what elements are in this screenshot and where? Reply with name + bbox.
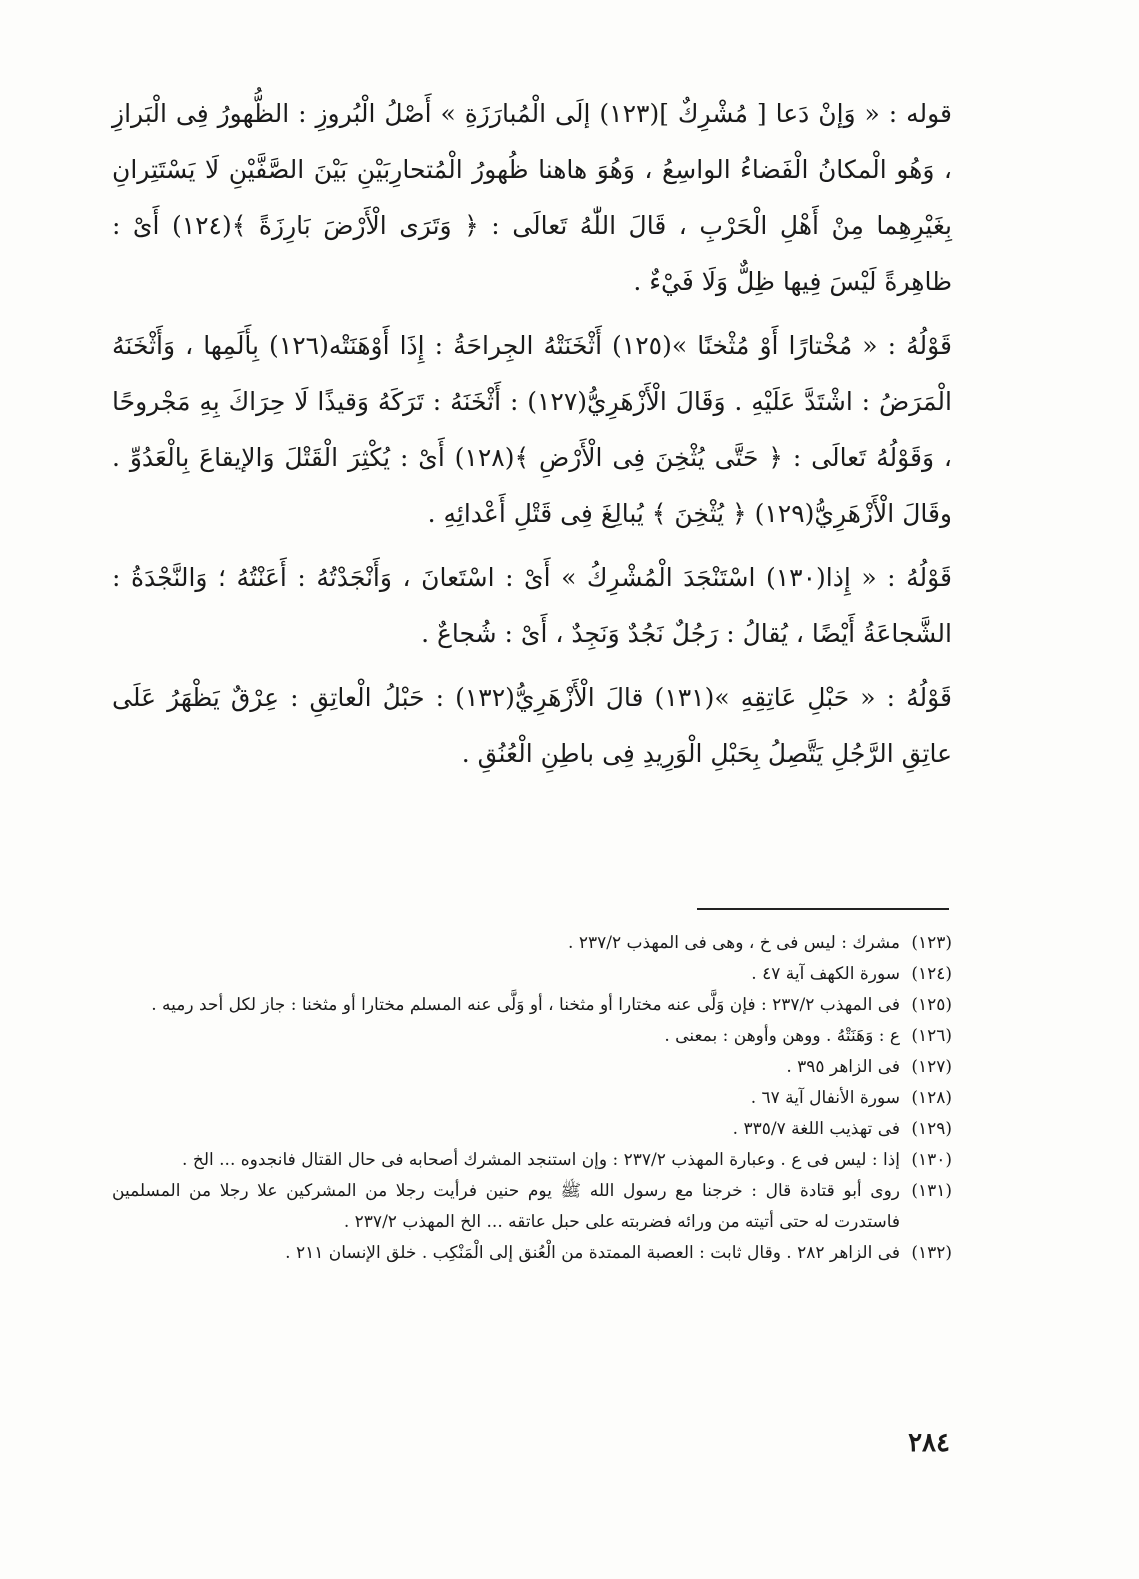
footnote-text: ع : وَهَنَتْهُ . ووهن وأوهن : بمعنى . [664,1026,900,1046]
footnote [112,1114,952,1145]
footnote-text: إذا : ليس فى ع . وعبارة المهذب ٢٣٧/٢ : وإن استنجد المشرك أصحابه فى حال القتال فانجدوه ... الخ . [182,1150,900,1170]
paragraph-barazah: قوله : « وَإنْ دَعا [ مُشْرِكٌ ](١٢٣) إلَى الْمُبارَزَةِ » أَصْلُ الْبُروزِ : الظُّهورُ فِى الْبَرازِ ، وَهُو الْمكانُ الْفَضاءُ الواسِعُ ، وَهُوَ هاهنا ظُهورُ الْمُتحارِبَيْنِ بَيْنَ الصَّفَّيْنِ لَا يَسْتَتِرانِ بِغَيْرِهِما مِنْ أَهْلِ الْحَرْبِ ، قَالَ اللّٰهُ تَعالَى : ﴿ وَتَرَى الْأَرْضَ بَارِزَةً ﴾(١٢٤) أَىْ : ظاهِرةً لَيْسَ فِيها ظِلٌّ وَلَا فَيْءٌ . [112,99,952,296]
footnote-text: فى الزاهر ٢٨٢ . وقال ثابت : العصبة الممتدة من الْعُنق إلى الْمَنْكِب . خلق الإنسان ٢١١ . [285,1243,900,1263]
footnote-text: سورة الكهف آية ٤٧ . [751,964,900,984]
page-number: ٢٨٤ [908,1428,950,1458]
footnote-number: (١٣١) [911,1181,952,1201]
footnote-number: (١٢٩) [911,1119,952,1139]
footnote-number: (١٣٢) [911,1243,952,1263]
footnote-text: فى تهذيب اللغة ٣٣٥/٧ . [732,1119,900,1139]
footnote-number: (١٢٥) [911,995,952,1015]
footnote-number: (١٢٦) [911,1026,952,1046]
footnote-text: روى أبو قتادة قال : خرجنا مع رسول الله ﷺ يوم حنين فرأيت رجلا من المشركين علا رجلا من المسلمين فاستدرت له حتى أتيته من ورائه فضربته على حبل عاتقه ... الخ المهذب ٢٣٧/٢ . [112,1181,900,1232]
footnote-text: فى المهذب ٢٣٧/٢ : فإن وَلَّى عنه مختارا أو مثخنا ، أو وَلَّى عنه المسلم مختارا أو مثخنا : جاز لكل أحد رميه . [151,995,900,1015]
footnote-text: سورة الأنفال آية ٦٧ . [750,1088,900,1108]
footnote-number: (١٢٧) [911,1057,952,1077]
footnote [112,1083,952,1114]
footnote-number: (١٢٨) [911,1088,952,1108]
footnote [112,1176,952,1238]
paragraph-istanjada: قَوْلُهُ : « إِذا(١٣٠) اسْتَنْجَدَ الْمُشْرِكُ » أَىْ : اسْتَعانَ ، وَأَنْجَدْتُهُ : أَعَنْتُهُ ؛ وَالنَّجْدَةُ : الشَّجاعَةُ أَيْضًا ، يُقالُ : رَجُلٌ نَجُدٌ وَنَجِدٌ ، أَىْ : شُجاعٌ . [112,563,952,648]
footnote-number: (١٢٣) [911,933,952,953]
footnote [112,1145,952,1176]
footnote [112,1238,952,1269]
footnote-separator [697,908,949,910]
footnotes [112,928,952,1269]
footnote-text: فى الزاهر ٣٩٥ . [786,1057,900,1077]
footnote-text: مشرك : ليس فى خ ، وهى فى المهذب ٢٣٧/٢ . [568,933,900,953]
paragraph-habl-atiq: قَوْلُهُ : « حَبْلِ عَاتِقِهِ »(١٣١) قالَ الْأَزْهَرِيُّ(١٣٢) : حَبْلُ الْعاتِقِ : عِرْقٌ يَظْهَرُ عَلَى عاتِقِ الرَّجُلِ يَتَّصِلُ بِحَبْلِ الْوَرِيدِ فِى باطِنِ الْعُنُقِ . [112,683,952,768]
footnote [112,1021,952,1052]
footnote-number: (١٢٤) [911,964,952,984]
main-text [112,86,952,790]
paragraph-muthkhan: قَوْلُهُ : « مُخْتارًا أَوْ مُثْخنًا »(١٢٥) أَثْخَنَتْهُ الجِراحَةُ : إِذَا أَوْهَنَتْه(١٢٦) بِأَلَمِها ، وَأَثْخَنَهُ الْمَرَضُ : اشْتَدَّ عَلَيْهِ . وَقَالَ الْأَزْهَرِيُّ(١٢٧) : أَثْخَنَهُ : تَرَكَهُ وَقيذًا لَا حِرَاكَ بِهِ مَجْروحًا ، وَقَوْلُهُ تَعالَى : ﴿ حَتَّى يُثْخِنَ فِى الْأَرْضِ ﴾(١٢٨) أَىْ : يُكْثِرَ الْقَتْلَ وَالإيقاعَ بِالْعَدُوِّ . وقَالَ الْأَزْهَرِيُّ(١٢٩) ﴿ يُثْخِنَ ﴾ يُبالِغَ فِى قَتْلِ أَعْدائِهِ . [112,331,952,528]
footnote [112,1052,952,1083]
footnote [112,928,952,959]
footnote [112,990,952,1021]
footnote [112,959,952,990]
footnote-number: (١٣٠) [911,1150,952,1170]
